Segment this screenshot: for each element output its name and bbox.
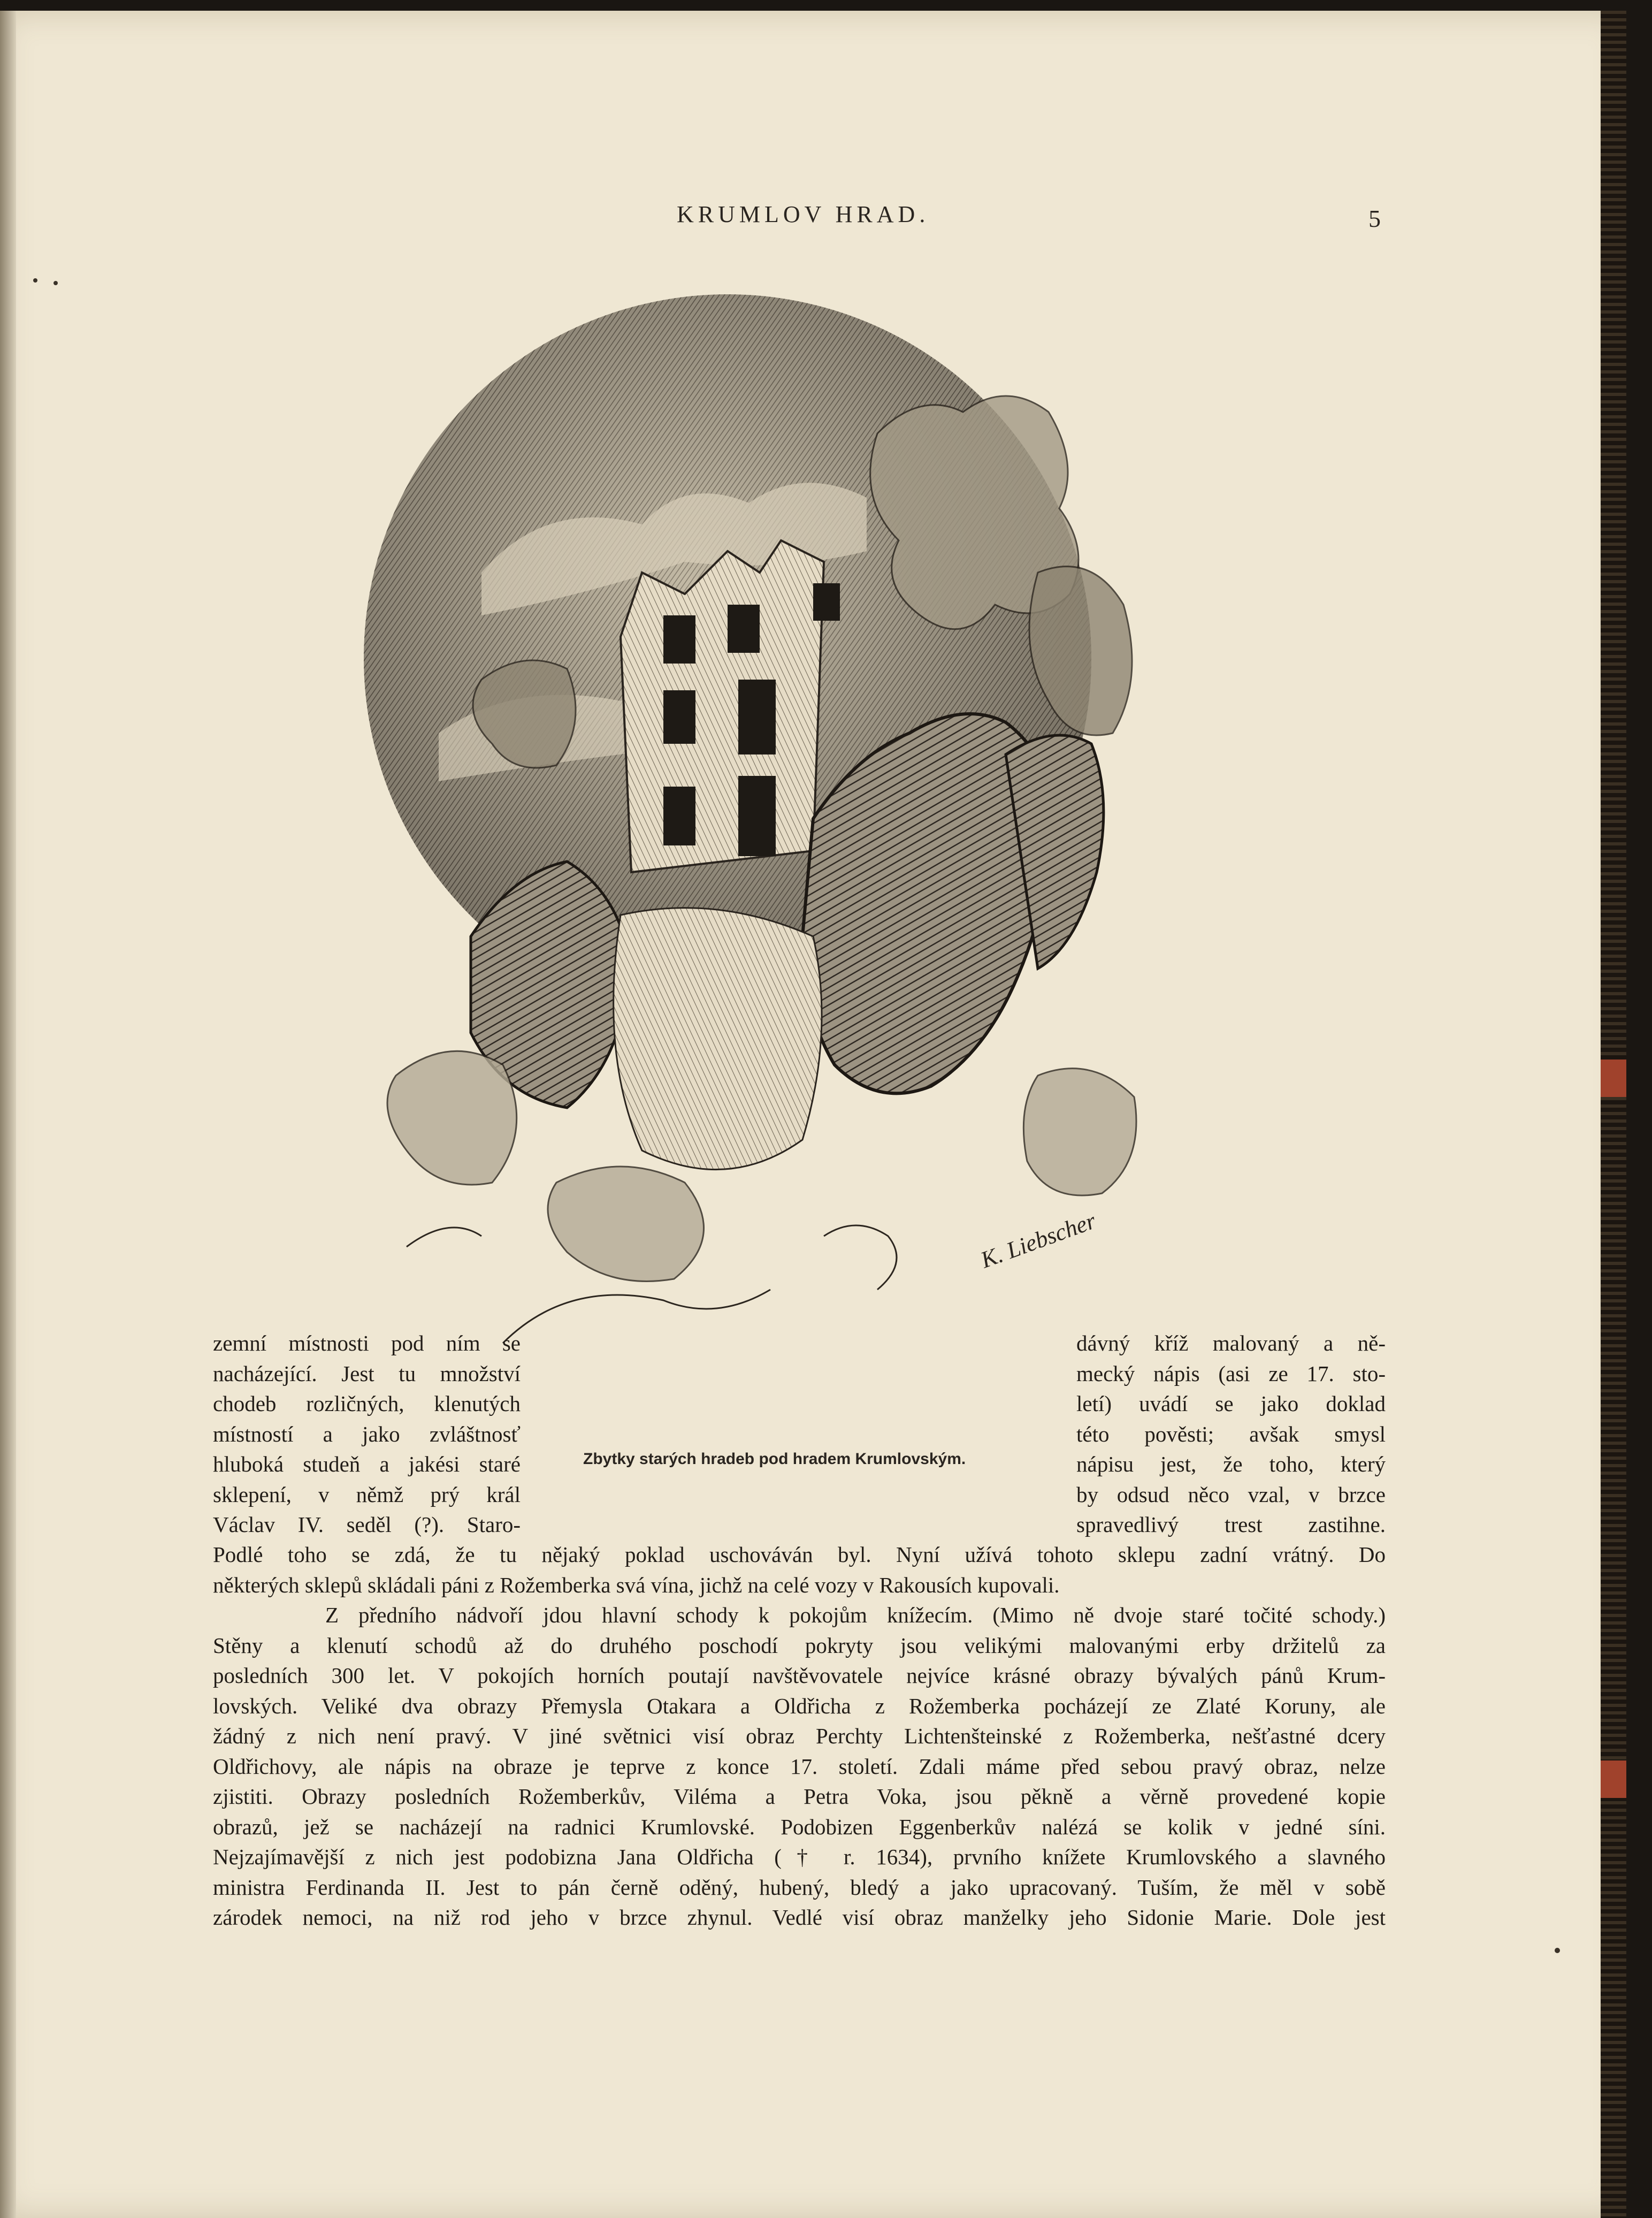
text-line: zemní místnosti pod ním se [213,1331,521,1355]
text-line: Oldřichovy, ale nápis na obraze je teprve z konce 17. století. Zdali máme před sebou pravý obraz, nelze [213,1754,1386,1779]
text-line: Stěny a klenutí schodů až do druhého poschodí pokryty jsou velikými malovanými erby držitelů za [213,1633,1386,1658]
text-line: nápisu jest, že toho, který [1076,1452,1386,1476]
tower-window [813,583,840,621]
castle-ruins-illustration [342,273,1241,1359]
tower-window [663,615,695,664]
text-line: některých sklepů skládali páni z Rožemberka svá vína, jichž na celé vozy v Rakousích kupovali. [213,1572,1060,1597]
text-line: chodeb rozličných, klenutých [213,1391,521,1416]
text-line: této pověsti; avšak smysl [1076,1421,1386,1446]
paper-speck [53,281,58,285]
left-column-text [213,1328,521,1540]
page-number: 5 [1368,205,1381,232]
text-line: ministra Ferdinanda II. Jest to pán černě oděný, hubený, bledý a jako upracovaný. Tuším, že měl v sobě [213,1874,1386,1900]
text-line: obrazů, jež se nacházejí na radnici Krumlovské. Podobizen Eggenberkův nalézá se kolik v jedné síni. [213,1814,1386,1839]
edge-marker [1601,1060,1626,1097]
rock-base [614,908,822,1170]
text-line: letí) uvádí se jako doklad [1076,1391,1386,1416]
edge-marker [1601,1760,1626,1798]
text-line: zárodek nemoci, na niž rod jeho v brzce zhynul. Vedlé visí obraz manželky jeho Sidonie Marie. Dole jest [213,1905,1386,1930]
book-edge [1601,11,1626,2218]
book-page [0,11,1626,2218]
tower-window [663,787,695,845]
text-line: Z předního nádvoří jdou hlavní schody k pokojům knížecím. (Mimo ně dvoje staré točité schody.) [325,1603,1386,1627]
running-head: KRUMLOV HRAD. [677,201,930,227]
text-line: zjistiti. Obrazy posledních Rožemberkův, Viléma a Petra Voka, jsou pěkně a věrně provedené kopie [213,1784,1386,1809]
text-line: žádný z nich není pravý. V jiné světnici visí obraz Perchty Lichtenšteinské z Rožemberka, nešťastné dcery [213,1724,1386,1748]
paper-speck [1555,1948,1560,1953]
paper-speck [33,278,37,283]
artist-signature: K. Liebscher [977,1207,1099,1274]
text-line: hluboká studeň a jakési staré [213,1452,521,1476]
text-line: Nejzajímavější z nich jest podobizna Jana Oldřicha († r. 1634), prvního knížete Krumlovského a slavného [213,1844,1386,1869]
text-line: sklepení, v němž prý král [213,1482,521,1507]
tower-window [663,690,695,744]
text-line: by odsud něco vzal, v brzce [1076,1482,1386,1507]
text-line: dávný kříž malovaný a ně- [1076,1331,1386,1355]
text-line: místností a jako zvláštnosť [213,1421,521,1446]
text-line: Podlé toho se zdá, že tu nějaký poklad uschováván byl. Nyní užívá tohoto sklepu zadní vrátný. Do [213,1542,1386,1567]
text-line: spravedlivý trest zastihne. [1076,1512,1386,1537]
page-spine-shadow [0,11,16,2218]
text-line: mecký nápis (asi ze 17. sto- [1076,1361,1386,1386]
text-line: nacházející. Jest tu množství [213,1361,521,1386]
tower-window [738,680,776,754]
main-body-text [213,1539,1386,1933]
text-line: lovských. Veliké dva obrazy Přemysla Otakara a Oldřicha z Rožemberka pocházejí ze Zlaté Koruny, ale [213,1693,1386,1718]
tower-window [738,776,776,856]
text-line: Václav IV. seděl (?). Staro- [213,1512,521,1537]
right-column-text [1076,1328,1386,1540]
text-line: posledních 300 let. V pokojích horních poutají navštěvovatele nejvíce krásné obrazy bývalých pánů Krum- [213,1663,1386,1688]
ruined-tower [621,540,824,872]
figure-caption: Zbytky starých hradeb pod hradem Krumlovským. [583,1450,966,1468]
tower-window [728,605,760,653]
